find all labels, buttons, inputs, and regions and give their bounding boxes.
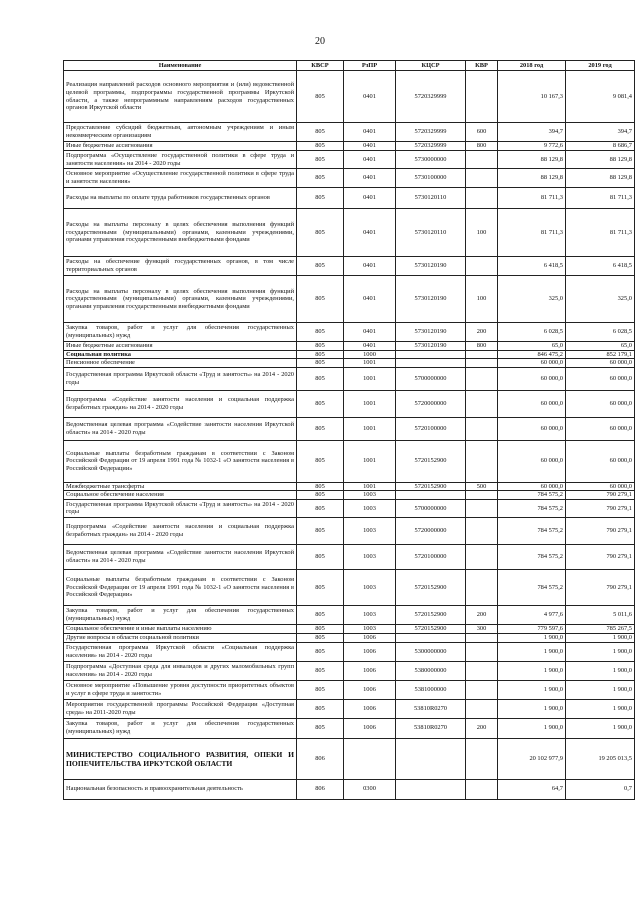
- table-row: [64, 699, 635, 718]
- row-kvr: 200: [466, 323, 498, 342]
- row-kvr: [466, 359, 498, 368]
- row-kvr: 800: [466, 342, 498, 351]
- row-kcsr: 53810R0270: [396, 718, 466, 738]
- row-kcsr: 5720152900: [396, 569, 466, 605]
- row-kvsr: 805: [297, 342, 344, 351]
- row-kcsr: 5730120190: [396, 323, 466, 342]
- row-kcsr: 5730120190: [396, 342, 466, 351]
- table-row: [64, 188, 635, 209]
- table-row: [64, 499, 635, 517]
- row-kcsr: 5720152900: [396, 624, 466, 633]
- row-kvr: [466, 151, 498, 169]
- row-kvsr: 805: [297, 491, 344, 500]
- row-kcsr: [396, 350, 466, 359]
- row-name: Социальная политика: [64, 350, 297, 359]
- row-kvr: 300: [466, 624, 498, 633]
- row-kvsr: 805: [297, 359, 344, 368]
- table-row: [64, 123, 635, 142]
- row-amount-2018: 60 000,0: [498, 390, 566, 417]
- row-amount-2018: 81 711,3: [498, 188, 566, 209]
- row-rzpr: 1001: [344, 482, 396, 491]
- row-rzpr: 1003: [344, 544, 396, 569]
- row-name: Ведомственная целевая программа «Содействие занятости населения Иркутской области» на 2014 - 2020 годы: [64, 544, 297, 569]
- table-row: [64, 323, 635, 342]
- row-name: Подпрограмма «Содействие занятости населения и социальная поддержка безработных граждан» на 2014 - 2020 годы: [64, 390, 297, 417]
- row-amount-2018: 784 575,2: [498, 569, 566, 605]
- row-amount-2018: 784 575,2: [498, 517, 566, 544]
- row-name: Подпрограмма «Доступная среда для инвалидов и других маломобильных групп населения» на 2014 - 2020 годы: [64, 661, 297, 680]
- row-amount-2019: 6 418,5: [566, 257, 635, 276]
- row-kvr: [466, 367, 498, 390]
- row-amount-2019: 325,0: [566, 276, 635, 323]
- row-amount-2019: 394,7: [566, 123, 635, 142]
- row-kvr: [466, 499, 498, 517]
- row-kvsr: 805: [297, 350, 344, 359]
- row-name: Основное мероприятие «Осуществление государственной политики в сфере труда и занятости населения»: [64, 169, 297, 188]
- row-name: Иные бюджетные ассигнования: [64, 142, 297, 151]
- row-name: Реализация направлений расходов основного мероприятия и (или) ведомственной целевой программы, подпрограммы государственной программы Иркутской области, а также непрограммным направлениям расходов государственных органов Иркутской области: [64, 71, 297, 123]
- row-rzpr: 0401: [344, 169, 396, 188]
- row-amount-2018: 20 102 977,9: [498, 738, 566, 779]
- row-amount-2019: 60 000,0: [566, 390, 635, 417]
- row-kcsr: 5730100000: [396, 169, 466, 188]
- row-amount-2018: 1 900,0: [498, 699, 566, 718]
- row-kvsr: 805: [297, 323, 344, 342]
- row-kcsr: 5720100000: [396, 544, 466, 569]
- row-amount-2018: 846 475,2: [498, 350, 566, 359]
- row-kvsr: 805: [297, 276, 344, 323]
- row-kcsr: 5720000000: [396, 390, 466, 417]
- row-kvr: [466, 680, 498, 699]
- row-kcsr: 5720329999: [396, 123, 466, 142]
- budget-table: [63, 60, 635, 800]
- row-amount-2019: 81 711,3: [566, 209, 635, 257]
- row-kvsr: 805: [297, 661, 344, 680]
- row-kvr: [466, 779, 498, 799]
- table-row: [64, 633, 635, 642]
- table-row: [64, 209, 635, 257]
- row-amount-2018: 394,7: [498, 123, 566, 142]
- row-name: Мероприятия государственной программы Российской Федерации «Доступная среда» на 2011-2020 годы: [64, 699, 297, 718]
- row-rzpr: 1006: [344, 699, 396, 718]
- table-row: [64, 517, 635, 544]
- row-amount-2018: 784 575,2: [498, 544, 566, 569]
- table-header-row: [64, 61, 635, 71]
- row-amount-2019: 790 279,1: [566, 499, 635, 517]
- row-name: Закупка товаров, работ и услуг для обеспечения государственных (муниципальных) нужд: [64, 605, 297, 624]
- row-kvsr: 805: [297, 624, 344, 633]
- table-row: [64, 605, 635, 624]
- header-rzpr: РзПР: [344, 61, 396, 71]
- row-amount-2019: 1 900,0: [566, 642, 635, 661]
- row-rzpr: 1006: [344, 633, 396, 642]
- row-kvr: [466, 642, 498, 661]
- row-rzpr: 1001: [344, 390, 396, 417]
- row-amount-2019: 88 129,8: [566, 169, 635, 188]
- table-row: [64, 680, 635, 699]
- row-amount-2019: 81 711,3: [566, 188, 635, 209]
- row-rzpr: 0401: [344, 323, 396, 342]
- row-amount-2019: 790 279,1: [566, 491, 635, 500]
- table-row: [64, 779, 635, 799]
- table-row: [64, 350, 635, 359]
- row-rzpr: 1001: [344, 417, 396, 440]
- row-kvr: 800: [466, 142, 498, 151]
- table-row: [64, 342, 635, 351]
- row-rzpr: 1003: [344, 569, 396, 605]
- row-rzpr: 1001: [344, 367, 396, 390]
- row-kcsr: 5720152900: [396, 440, 466, 482]
- table-row: [64, 151, 635, 169]
- row-name: Межбюджетные трансферты: [64, 482, 297, 491]
- row-name: Подпрограмма «Содействие занятости населения и социальная поддержка безработных граждан» на 2014 - 2020 годы: [64, 517, 297, 544]
- row-kvsr: 806: [297, 779, 344, 799]
- row-kcsr: [396, 491, 466, 500]
- row-amount-2018: 784 575,2: [498, 491, 566, 500]
- row-amount-2019: 60 000,0: [566, 359, 635, 368]
- row-amount-2019: 790 279,1: [566, 544, 635, 569]
- header-kcsr: КЦСР: [396, 61, 466, 71]
- row-amount-2019: 60 000,0: [566, 367, 635, 390]
- page-number: 20: [315, 36, 325, 47]
- row-rzpr: 0401: [344, 276, 396, 323]
- row-kvsr: 805: [297, 257, 344, 276]
- row-kcsr: 5720100000: [396, 417, 466, 440]
- row-name: Социальное обеспечение и иные выплаты населению: [64, 624, 297, 633]
- row-amount-2019: 1 900,0: [566, 680, 635, 699]
- row-amount-2018: 1 900,0: [498, 642, 566, 661]
- row-kvr: [466, 738, 498, 779]
- row-kvr: [466, 350, 498, 359]
- row-kvsr: 805: [297, 123, 344, 142]
- row-name: МИНИСТЕРСТВО СОЦИАЛЬНОГО РАЗВИТИЯ, ОПЕКИ И ПОПЕЧИТЕЛЬСТВА ИРКУТСКОЙ ОБЛАСТИ: [64, 738, 297, 779]
- row-amount-2019: 19 205 013,5: [566, 738, 635, 779]
- row-rzpr: [344, 738, 396, 779]
- row-amount-2018: 1 900,0: [498, 680, 566, 699]
- row-kvr: 200: [466, 718, 498, 738]
- row-name: Предоставление субсидий бюджетным, автономным учреждениям и иным некоммерческим организациям: [64, 123, 297, 142]
- row-name: Национальная безопасность и правоохранительная деятельность: [64, 779, 297, 799]
- row-amount-2019: 1 900,0: [566, 633, 635, 642]
- table-row: [64, 738, 635, 779]
- row-rzpr: 1006: [344, 680, 396, 699]
- row-kvr: [466, 188, 498, 209]
- row-rzpr: 0401: [344, 209, 396, 257]
- row-amount-2019: 88 129,8: [566, 151, 635, 169]
- row-kvr: 500: [466, 482, 498, 491]
- row-amount-2019: 5 011,6: [566, 605, 635, 624]
- row-rzpr: 1003: [344, 605, 396, 624]
- table-row: [64, 718, 635, 738]
- table-row: [64, 71, 635, 123]
- table-row: [64, 359, 635, 368]
- row-rzpr: 1001: [344, 440, 396, 482]
- row-rzpr: 1000: [344, 350, 396, 359]
- row-amount-2018: 779 597,6: [498, 624, 566, 633]
- row-kvsr: 805: [297, 605, 344, 624]
- row-kcsr: 5720152900: [396, 605, 466, 624]
- row-rzpr: 1006: [344, 642, 396, 661]
- row-kcsr: [396, 359, 466, 368]
- row-kvsr: 805: [297, 699, 344, 718]
- row-kcsr: [396, 633, 466, 642]
- row-kcsr: [396, 779, 466, 799]
- row-name: Государственная программа Иркутской области «Труд и занятость» на 2014 - 2020 годы: [64, 499, 297, 517]
- row-rzpr: 0401: [344, 257, 396, 276]
- header-2019: 2019 год: [566, 61, 635, 71]
- row-rzpr: 0401: [344, 342, 396, 351]
- row-amount-2019: 852 179,1: [566, 350, 635, 359]
- row-kvsr: 805: [297, 440, 344, 482]
- row-kvr: [466, 544, 498, 569]
- row-rzpr: 1003: [344, 517, 396, 544]
- table-row: [64, 417, 635, 440]
- row-amount-2018: 88 129,8: [498, 151, 566, 169]
- row-kvsr: 805: [297, 633, 344, 642]
- row-amount-2018: 9 772,6: [498, 142, 566, 151]
- row-kvr: [466, 633, 498, 642]
- row-name: Расходы на выплаты персоналу в целях обеспечения выполнения функций государственными (муниципальными) органами, казенными учреждениями, органами управления государственными внебюджетными фондами: [64, 209, 297, 257]
- row-amount-2018: 1 900,0: [498, 661, 566, 680]
- row-amount-2018: 60 000,0: [498, 482, 566, 491]
- row-kvr: [466, 71, 498, 123]
- table-row: [64, 142, 635, 151]
- row-name: Основное мероприятие «Повышение уровня доступности приоритетных объектов и услуг в сфере труда и занятости»: [64, 680, 297, 699]
- row-amount-2019: 1 900,0: [566, 661, 635, 680]
- row-kvr: [466, 517, 498, 544]
- table-row: [64, 257, 635, 276]
- row-kcsr: 5700000000: [396, 367, 466, 390]
- row-amount-2019: 60 000,0: [566, 482, 635, 491]
- row-rzpr: 0401: [344, 142, 396, 151]
- row-amount-2019: 9 081,4: [566, 71, 635, 123]
- table-row: [64, 544, 635, 569]
- table-row: [64, 661, 635, 680]
- row-kvsr: 805: [297, 142, 344, 151]
- row-kcsr: [396, 738, 466, 779]
- row-name: Пенсионное обеспечение: [64, 359, 297, 368]
- table-row: [64, 390, 635, 417]
- row-rzpr: 0401: [344, 71, 396, 123]
- row-kvsr: 805: [297, 367, 344, 390]
- row-amount-2018: 6 028,5: [498, 323, 566, 342]
- row-amount-2018: 60 000,0: [498, 367, 566, 390]
- table-row: [64, 491, 635, 500]
- header-kvsr: КВСР: [297, 61, 344, 71]
- row-amount-2019: 1 900,0: [566, 699, 635, 718]
- row-name: Другие вопросы в области социальной политики: [64, 633, 297, 642]
- table-row: [64, 169, 635, 188]
- row-kvsr: 805: [297, 499, 344, 517]
- row-amount-2018: 60 000,0: [498, 359, 566, 368]
- row-name: Закупка товаров, работ и услуг для обеспечения государственных (муниципальных) нужд: [64, 323, 297, 342]
- row-kcsr: 5700000000: [396, 499, 466, 517]
- row-kvr: [466, 390, 498, 417]
- row-amount-2018: 81 711,3: [498, 209, 566, 257]
- row-kcsr: 5730120110: [396, 209, 466, 257]
- row-amount-2018: 1 900,0: [498, 718, 566, 738]
- row-amount-2018: 64,7: [498, 779, 566, 799]
- row-kvr: 100: [466, 209, 498, 257]
- row-kcsr: 5730120190: [396, 276, 466, 323]
- header-name: Наименование: [64, 61, 297, 71]
- row-rzpr: 1003: [344, 491, 396, 500]
- row-amount-2018: 60 000,0: [498, 440, 566, 482]
- row-name: Расходы на обеспечение функций государственных органов, в том числе территориальных органов: [64, 257, 297, 276]
- row-amount-2019: 60 000,0: [566, 440, 635, 482]
- row-amount-2019: 60 000,0: [566, 417, 635, 440]
- row-rzpr: 1001: [344, 359, 396, 368]
- row-kcsr: 5720000000: [396, 517, 466, 544]
- row-amount-2018: 65,0: [498, 342, 566, 351]
- row-kvsr: 805: [297, 517, 344, 544]
- row-kvr: 100: [466, 276, 498, 323]
- row-rzpr: 0300: [344, 779, 396, 799]
- row-kvsr: 806: [297, 738, 344, 779]
- table-row: [64, 642, 635, 661]
- row-name: Социальные выплаты безработным гражданам в соответствии с Законом Российской Федерации от 19 апреля 1991 года № 1032-1 «О занятости населения в Российской Федерации»: [64, 440, 297, 482]
- row-name: Государственная программа Иркутской области «Социальная поддержка населения» на 2014 - 2020 годы: [64, 642, 297, 661]
- row-kcsr: 5381000000: [396, 680, 466, 699]
- row-name: Социальные выплаты безработным гражданам в соответствии с Законом Российской Федерации от 19 апреля 1991 года № 1032-1 «О занятости населения в Российской Федерации»: [64, 569, 297, 605]
- row-amount-2019: 790 279,1: [566, 569, 635, 605]
- row-kvsr: 805: [297, 188, 344, 209]
- table-row: [64, 440, 635, 482]
- row-amount-2019: 0,7: [566, 779, 635, 799]
- row-rzpr: 1003: [344, 624, 396, 633]
- row-kvsr: 805: [297, 71, 344, 123]
- table-row: [64, 482, 635, 491]
- row-amount-2018: 325,0: [498, 276, 566, 323]
- row-amount-2018: 6 418,5: [498, 257, 566, 276]
- row-kvsr: 805: [297, 680, 344, 699]
- row-kvsr: 805: [297, 209, 344, 257]
- row-amount-2018: 60 000,0: [498, 417, 566, 440]
- row-kvr: [466, 491, 498, 500]
- row-amount-2019: 1 900,0: [566, 718, 635, 738]
- table-row: [64, 569, 635, 605]
- row-kvr: [466, 440, 498, 482]
- row-rzpr: 1003: [344, 499, 396, 517]
- row-amount-2018: 88 129,8: [498, 169, 566, 188]
- row-name: Подпрограмма «Осуществление государственной политики в сфере труда и занятости населения» на 2014 - 2020 годы: [64, 151, 297, 169]
- row-rzpr: 1006: [344, 718, 396, 738]
- row-amount-2018: 10 167,3: [498, 71, 566, 123]
- row-kcsr: 5720329999: [396, 142, 466, 151]
- table-row: [64, 624, 635, 633]
- row-amount-2019: 65,0: [566, 342, 635, 351]
- row-kvsr: 805: [297, 151, 344, 169]
- row-kvsr: 805: [297, 417, 344, 440]
- row-name: Закупка товаров, работ и услуг для обеспечения государственных (муниципальных) нужд: [64, 718, 297, 738]
- row-kvr: [466, 569, 498, 605]
- row-rzpr: 0401: [344, 151, 396, 169]
- row-kcsr: 53810R0270: [396, 699, 466, 718]
- row-rzpr: 0401: [344, 188, 396, 209]
- row-kvr: [466, 417, 498, 440]
- row-kvr: [466, 257, 498, 276]
- row-kcsr: 5720329999: [396, 71, 466, 123]
- row-kcsr: 5730000000: [396, 151, 466, 169]
- table-row: [64, 276, 635, 323]
- row-amount-2019: 790 279,1: [566, 517, 635, 544]
- table-row: [64, 367, 635, 390]
- row-name: Иные бюджетные ассигнования: [64, 342, 297, 351]
- table-body: [64, 71, 635, 800]
- row-rzpr: 1006: [344, 661, 396, 680]
- row-name: Расходы на выплаты по оплате труда работников государственных органов: [64, 188, 297, 209]
- row-kcsr: 5300000000: [396, 642, 466, 661]
- row-kvsr: 805: [297, 718, 344, 738]
- row-amount-2019: 8 686,7: [566, 142, 635, 151]
- row-kvsr: 805: [297, 482, 344, 491]
- row-kvsr: 805: [297, 642, 344, 661]
- row-kvsr: 805: [297, 544, 344, 569]
- row-kcsr: 5380000000: [396, 661, 466, 680]
- row-kvsr: 805: [297, 169, 344, 188]
- row-name: Государственная программа Иркутской области «Труд и занятость» на 2014 - 2020 годы: [64, 367, 297, 390]
- row-amount-2018: 1 900,0: [498, 633, 566, 642]
- row-kvr: [466, 661, 498, 680]
- row-kvr: [466, 699, 498, 718]
- header-kvr: КВР: [466, 61, 498, 71]
- header-2018: 2018 год: [498, 61, 566, 71]
- row-amount-2018: 784 575,2: [498, 499, 566, 517]
- row-kvr: 600: [466, 123, 498, 142]
- row-amount-2018: 4 977,6: [498, 605, 566, 624]
- row-amount-2019: 785 267,5: [566, 624, 635, 633]
- row-rzpr: 0401: [344, 123, 396, 142]
- row-name: Ведомственная целевая программа «Содействие занятости населения Иркутской области» на 2014 - 2020 годы: [64, 417, 297, 440]
- row-name: Социальное обеспечение населения: [64, 491, 297, 500]
- row-kvr: [466, 169, 498, 188]
- row-kcsr: 5720152900: [396, 482, 466, 491]
- row-name: Расходы на выплаты персоналу в целях обеспечения выполнения функций государственными (муниципальными) органами, казенными учреждениями, органами управления государственными внебюджетными фондами: [64, 276, 297, 323]
- row-kcsr: 5730120110: [396, 188, 466, 209]
- row-kvsr: 805: [297, 390, 344, 417]
- row-kvsr: 805: [297, 569, 344, 605]
- row-kcsr: 5730120190: [396, 257, 466, 276]
- row-amount-2019: 6 028,5: [566, 323, 635, 342]
- row-kvr: 200: [466, 605, 498, 624]
